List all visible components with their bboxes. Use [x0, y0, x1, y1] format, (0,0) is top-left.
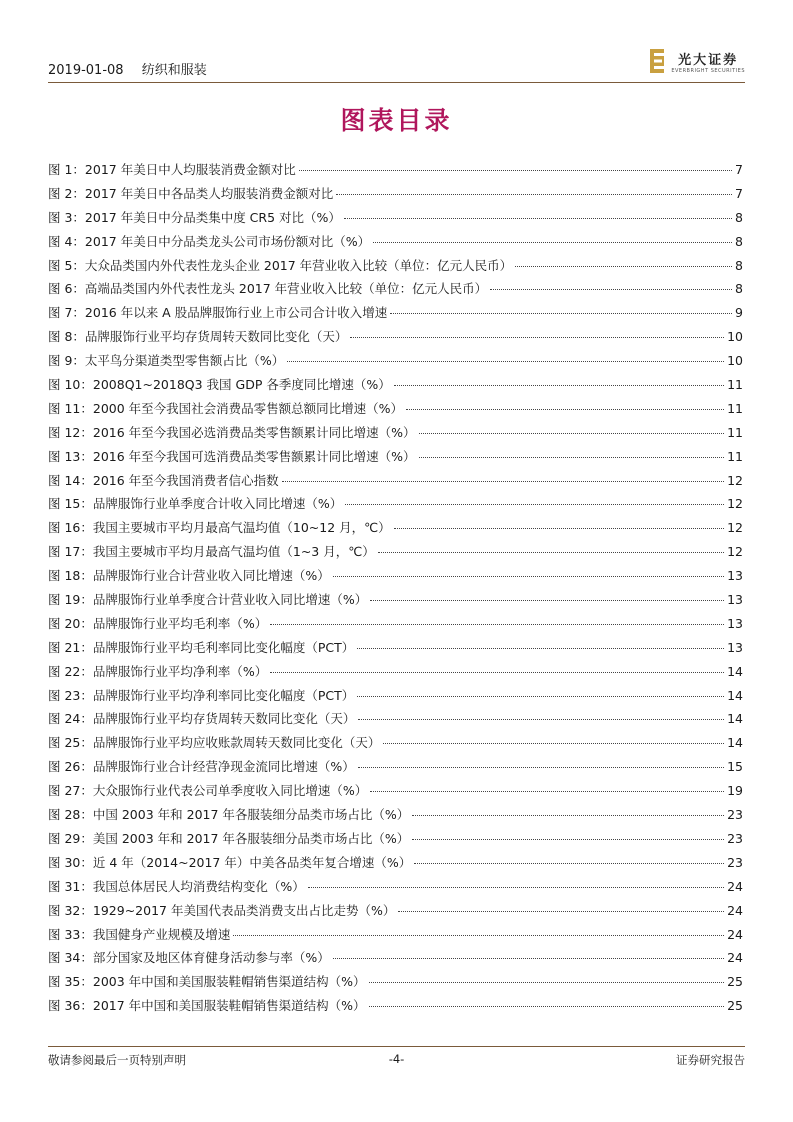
toc-entry[interactable]	[48, 399, 743, 423]
toc-entry-title: 图 27：大众服饰行业代表公司单季度收入同比增速（%）	[48, 783, 368, 799]
toc-entry-page: 23	[727, 854, 743, 870]
toc-entry[interactable]	[48, 614, 743, 638]
toc-entry-title: 图 24：品牌服饰行业平均存货周转天数同比变化（天）	[48, 711, 356, 727]
dot-leader	[412, 839, 724, 840]
page-footer	[48, 1052, 745, 1068]
dot-leader	[515, 266, 732, 267]
dot-leader	[350, 337, 724, 338]
dot-leader	[308, 887, 724, 888]
toc-entry-title: 图 11：2000 年至今我国社会消费品零售额总额同比增速（%）	[48, 400, 404, 416]
toc-entry[interactable]	[48, 232, 743, 256]
toc-entry-title: 图 3：2017 年美日中分品类集中度 CR5 对比（%）	[48, 209, 341, 225]
toc-entry-title: 图 12：2016 年至今我国必选消费品类零售额累计同比增速（%）	[48, 424, 416, 440]
dot-leader	[233, 935, 724, 936]
dot-leader	[345, 504, 724, 505]
dot-leader	[378, 552, 724, 553]
figure-list	[48, 160, 743, 1020]
toc-entry[interactable]	[48, 925, 743, 949]
toc-entry-page: 13	[727, 592, 743, 608]
toc-entry-page: 15	[727, 759, 743, 775]
toc-entry-page: 24	[727, 878, 743, 894]
toc-entry-page: 19	[727, 783, 743, 799]
dot-leader	[357, 696, 724, 697]
dot-leader	[490, 289, 732, 290]
toc-entry-title: 图 32：1929~2017 年美国代表品类消费支出占比走势（%）	[48, 902, 396, 918]
dot-leader	[414, 863, 724, 864]
dot-leader	[369, 1006, 725, 1007]
toc-entry[interactable]	[48, 709, 743, 733]
toc-entry-page: 14	[727, 687, 743, 703]
toc-entry[interactable]	[48, 279, 743, 303]
toc-entry-title: 图 1：2017 年美日中人均服装消费金额对比	[48, 162, 296, 177]
toc-entry-page: 11	[727, 448, 743, 464]
dot-leader	[358, 767, 724, 768]
toc-entry-page: 14	[727, 735, 743, 751]
toc-entry[interactable]	[48, 948, 743, 972]
toc-entry[interactable]	[48, 256, 743, 280]
toc-entry[interactable]	[48, 471, 743, 495]
dot-leader	[419, 433, 725, 434]
toc-entry-title: 图 4：2017 年美日中分品类龙头公司市场份额对比（%）	[48, 233, 371, 249]
toc-entry-page: 9	[735, 305, 743, 321]
toc-entry[interactable]	[48, 853, 743, 877]
toc-entry[interactable]	[48, 494, 743, 518]
everbright-logo-icon	[649, 48, 665, 74]
toc-entry-title: 图 8：品牌服饰行业平均存货周转天数同比变化（天）	[48, 329, 348, 345]
toc-entry-page: 8	[735, 233, 743, 249]
toc-entry-title: 图 36：2017 年中国和美国服装鞋帽销售渠道结构（%）	[48, 998, 366, 1014]
toc-entry[interactable]	[48, 542, 743, 566]
toc-entry-title: 图 7：2016 年以来 A 股品牌服饰行业上市公司合计收入增速	[48, 305, 388, 321]
toc-entry[interactable]	[48, 805, 743, 829]
toc-entry[interactable]	[48, 351, 743, 375]
toc-entry-title: 图 31：我国总体居民人均消费结构变化（%）	[48, 878, 305, 894]
dot-leader	[406, 409, 724, 410]
dot-leader	[358, 719, 724, 720]
toc-entry-page: 12	[727, 544, 743, 560]
dot-leader	[394, 528, 724, 529]
brand-logo	[649, 48, 745, 74]
dot-leader	[419, 457, 725, 458]
dot-leader	[336, 194, 732, 195]
toc-entry[interactable]	[48, 303, 743, 327]
toc-entry[interactable]	[48, 757, 743, 781]
dot-leader	[299, 170, 732, 171]
toc-entry-title: 图 15：品牌服饰行业单季度合计收入同比增速（%）	[48, 496, 343, 512]
toc-entry-page: 8	[735, 209, 743, 225]
toc-entry-title: 图 6：高端品类国内外代表性龙头 2017 年营业收入比较（单位：亿元人民币）	[48, 281, 488, 297]
toc-entry[interactable]	[48, 160, 743, 184]
toc-entry[interactable]	[48, 327, 743, 351]
toc-entry-title: 图 35：2003 年中国和美国服装鞋帽销售渠道结构（%）	[48, 974, 366, 990]
toc-entry-title: 图 34：部分国家及地区体育健身活动参与率（%）	[48, 950, 330, 966]
dot-leader	[369, 982, 725, 983]
toc-entry-page: 25	[727, 998, 743, 1014]
toc-entry-page: 12	[727, 472, 743, 488]
toc-entry-title: 图 33：我国健身产业规模及增速	[48, 926, 231, 942]
toc-entry[interactable]	[48, 375, 743, 399]
toc-entry-title: 图 25：品牌服饰行业平均应收账款周转天数同比变化（天）	[48, 735, 381, 751]
toc-entry-page: 14	[727, 711, 743, 727]
toc-entry[interactable]	[48, 638, 743, 662]
toc-entry-page: 7	[735, 185, 743, 201]
toc-entry-page: 8	[735, 281, 743, 297]
toc-entry-title: 图 13：2016 年至今我国可选消费品类零售额累计同比增速（%）	[48, 448, 416, 464]
report-date: 2019-01-08	[48, 63, 124, 78]
toc-entry[interactable]	[48, 781, 743, 805]
toc-entry-title: 图 19：品牌服饰行业单季度合计营业收入同比增速（%）	[48, 592, 368, 608]
toc-entry-page: 24	[727, 950, 743, 966]
toc-entry-page: 13	[727, 639, 743, 655]
toc-entry-page: 8	[735, 257, 743, 273]
industry-label: 纺织和服装	[141, 63, 207, 78]
disclaimer-note: 敬请参阅最后一页特别声明	[48, 1053, 186, 1067]
page-title: 图表目录	[340, 106, 453, 135]
toc-entry[interactable]	[48, 208, 743, 232]
brand-name: 光大证券	[678, 52, 739, 68]
toc-entry-page: 24	[727, 902, 743, 918]
toc-entry-title: 图 2：2017 年美日中各品类人均服装消费金额对比	[48, 185, 334, 201]
header-divider	[48, 82, 745, 83]
dot-leader	[412, 815, 724, 816]
toc-entry-page: 23	[727, 807, 743, 823]
toc-entry-title: 图 20：品牌服饰行业平均毛利率（%）	[48, 615, 268, 631]
toc-entry[interactable]	[48, 877, 743, 901]
dot-leader	[333, 958, 724, 959]
toc-entry-page: 12	[727, 520, 743, 536]
toc-entry-title: 图 21：品牌服饰行业平均毛利率同比变化幅度（PCT）	[48, 639, 355, 655]
dot-leader	[333, 576, 724, 577]
toc-entry-title: 图 9：太平鸟分渠道类型零售额占比（%）	[48, 353, 285, 369]
toc-entry[interactable]	[48, 996, 743, 1020]
toc-entry[interactable]	[48, 447, 743, 471]
toc-entry[interactable]	[48, 423, 743, 447]
toc-entry[interactable]	[48, 901, 743, 925]
toc-entry-page: 10	[727, 329, 743, 345]
dot-leader	[344, 218, 732, 219]
toc-entry-page: 24	[727, 926, 743, 942]
toc-entry-page: 11	[727, 424, 743, 440]
toc-entry-title: 图 23：品牌服饰行业平均净利率同比变化幅度（PCT）	[48, 687, 355, 703]
dot-leader	[357, 648, 724, 649]
toc-entry-title: 图 18：品牌服饰行业合计营业收入同比增速（%）	[48, 568, 330, 584]
toc-entry-page: 7	[735, 162, 743, 177]
toc-entry-page: 25	[727, 974, 743, 990]
dot-leader	[398, 911, 724, 912]
report-type: 证券研究报告	[676, 1053, 745, 1067]
toc-entry-page: 11	[727, 400, 743, 416]
dot-leader	[370, 791, 724, 792]
toc-entry-page: 13	[727, 568, 743, 584]
toc-entry-title: 图 30：近 4 年（2014~2017 年）中美各品类年复合增速（%）	[48, 854, 412, 870]
toc-entry[interactable]	[48, 184, 743, 208]
toc-entry[interactable]	[48, 733, 743, 757]
toc-entry[interactable]	[48, 972, 743, 996]
dot-leader	[282, 481, 724, 482]
dot-leader	[287, 361, 724, 362]
toc-entry-page: 23	[727, 830, 743, 846]
toc-entry[interactable]	[48, 686, 743, 710]
page-header	[48, 52, 745, 82]
dot-leader	[270, 672, 724, 673]
toc-entry-title: 图 10：2008Q1~2018Q3 我国 GDP 各季度同比增速（%）	[48, 377, 391, 393]
toc-entry[interactable]	[48, 566, 743, 590]
dot-leader	[370, 600, 724, 601]
header-info	[48, 59, 221, 78]
toc-entry-page: 14	[727, 663, 743, 679]
dot-leader	[270, 624, 724, 625]
footer-divider	[48, 1046, 745, 1047]
dot-leader	[373, 242, 732, 243]
toc-entry-title: 图 14：2016 年至今我国消费者信心指数	[48, 472, 279, 488]
toc-entry[interactable]	[48, 829, 743, 853]
page-number: -4-	[388, 1052, 405, 1066]
toc-entry[interactable]	[48, 590, 743, 614]
toc-entry[interactable]	[48, 662, 743, 686]
dot-leader	[383, 743, 724, 744]
toc-entry-page: 12	[727, 496, 743, 512]
toc-entry[interactable]	[48, 518, 743, 542]
toc-entry-page: 13	[727, 615, 743, 631]
toc-entry-title: 图 5：大众品类国内外代表性龙头企业 2017 年营业收入比较（单位：亿元人民币）	[48, 257, 513, 273]
toc-entry-page: 10	[727, 353, 743, 369]
toc-entry-title: 图 22：品牌服饰行业平均净利率（%）	[48, 663, 268, 679]
toc-entry-title: 图 17：我国主要城市平均月最高气温均值（1~3 月，℃）	[48, 544, 375, 560]
toc-entry-title: 图 26：品牌服饰行业合计经营净现金流同比增速（%）	[48, 759, 355, 775]
toc-entry-title: 图 29：美国 2003 年和 2017 年各服装细分品类市场占比（%）	[48, 830, 410, 846]
toc-entry-title: 图 28：中国 2003 年和 2017 年各服装细分品类市场占比（%）	[48, 807, 410, 823]
brand-english: EVERBRIGHT SECURITIES	[671, 67, 745, 74]
dot-leader	[390, 313, 732, 314]
toc-entry-title: 图 16：我国主要城市平均月最高气温均值（10~12 月，℃）	[48, 520, 391, 536]
toc-entry-page: 11	[727, 377, 743, 393]
dot-leader	[394, 385, 724, 386]
